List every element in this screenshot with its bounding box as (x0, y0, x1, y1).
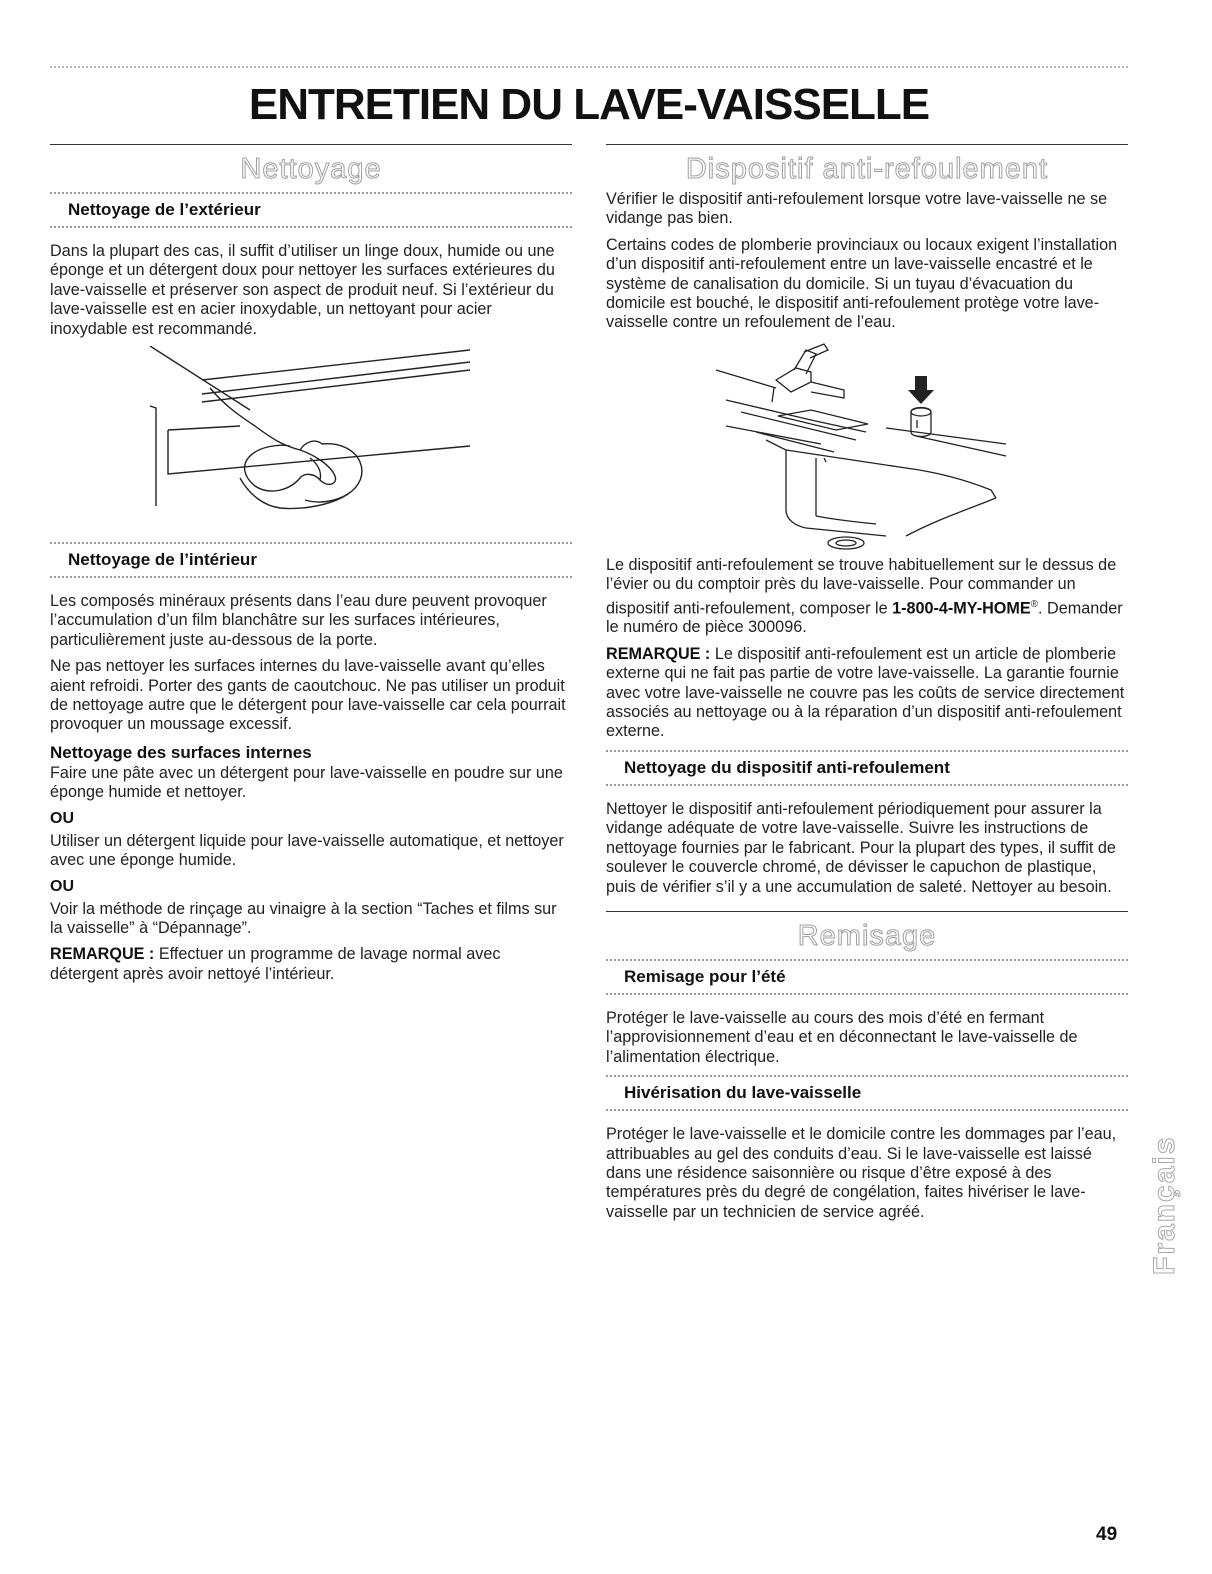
dotted-rule (606, 993, 1128, 995)
note-label: REMARQUE : (50, 945, 155, 964)
winterizing-paragraph: Protéger le lave-vaisselle et le domicile contre les dommages par l’eau, attribuables au gel des conduits d’eau. Si le lave-vaisselle est laissé dans une résidence saisonnière ou risque d’être exposé à des températures près du degré de congélation, faites hivériser le lave-vaisselle par un technicien de service agréé. (606, 1125, 1117, 1221)
dotted-rule (50, 192, 572, 194)
dotted-rule (606, 1075, 1128, 1077)
or-label: OU (50, 809, 74, 827)
anti-refoulement-paragraph-3 (606, 556, 1128, 638)
section-rule (50, 144, 572, 145)
internal-surfaces-heading: Nettoyage des surfaces internes (50, 742, 312, 762)
section-rule (606, 144, 1128, 145)
page-number: 49 (1096, 1524, 1118, 1545)
phone-number: 1-800-4-MY-HOME (892, 599, 1031, 618)
note-text: Effectuer un programme de lavage normal avec détergent après avoir nettoyé l’intérieur. (50, 945, 501, 983)
exterior-paragraph: Dans la plupart des cas, il suffit d’utiliser un linge doux, humide ou une éponge et un détergent doux pour nettoyer les surfaces extérieures du lave-vaisselle et préserver son aspect de produit neuf. Si l’extérieur du lave-vaisselle est en acier inoxydable, un nettoyant pour acier inoxydable est recommandé. (50, 242, 555, 338)
dotted-rule (606, 959, 1128, 961)
dotted-rule (50, 542, 572, 544)
summer-storage-paragraph: Protéger le lave-vaisselle au cours des mois d’été en fermant l’approvisionnement d’eau et en déconnectant le lave-vaisselle de l’alimentation électrique. (606, 1008, 1078, 1066)
dotted-rule (50, 576, 572, 578)
part-number-text: . Demander le numéro de pièce 300096. (606, 599, 1123, 637)
anti-refoulement-note (606, 645, 1128, 742)
dotted-rule (606, 750, 1128, 752)
summer-storage-heading: Remisage pour l’été (624, 966, 786, 986)
air-gap-cleaning-paragraph: Nettoyer le dispositif anti-refoulement périodiquement pour assurer la vidange adéquate de votre lave-vaisselle. Suivre les instructions de nettoyage fournies par le fabricant. Pour la plupart des types, il suffit de soulever le couvercle chromé, de dévisser le capuchon de plastique, puis de vérifier s’il y a une accumulation de saleté. Nettoyer au besoin. (606, 799, 1116, 896)
internal-paragraph-2: Utiliser un détergent liquide pour lave-vaisselle automatique, et nettoyer avec une éponge humide. (50, 831, 564, 870)
location-text: Le dispositif anti-refoulement se trouve habituellement sur le dessus de l’évier ou du comptoir près du lave-vaisselle. Pour commander un dispositif anti-refoulement, composer le (606, 555, 1117, 618)
registered-mark: ® (1030, 598, 1039, 610)
section-rule (606, 911, 1128, 912)
sink-air-gap-illustration (606, 340, 1128, 550)
interior-paragraph-1: Les composés minéraux présents dans l’eau dure peuvent provoquer l’accumulation d’un film blanchâtre sur les surfaces intérieures, particulièrement juste au-dessous de la porte. (50, 592, 547, 649)
section-heading-nettoyage: Nettoyage (240, 153, 382, 185)
winterizing-heading: Hivérisation du lave-vaisselle (624, 1083, 862, 1103)
dotted-rule (50, 226, 572, 228)
interior-heading: Nettoyage de l’intérieur (68, 550, 257, 570)
section-heading-anti-refoulement: Dispositif anti-refoulement (685, 153, 1049, 185)
anti-refoulement-paragraph-2: Certains codes de plomberie provinciaux ou locaux exigent l’installation d’un dispositif anti-refoulement entre un lave-vaisselle encastré et le système de canalisation du domicile. Si un tuyau d’évacuation du domicile est bouché, le dispositif anti-refoulement protège votre lave-vaisselle contre un refoulement de l’eau. (606, 235, 1118, 332)
air-gap-cleaning-heading: Nettoyage du dispositif anti-refoulement (624, 757, 950, 777)
exterior-heading: Nettoyage de l’extérieur (68, 200, 261, 219)
top-dotted-rule (50, 66, 1128, 68)
or-label: OU (50, 877, 74, 895)
wiping-exterior-illustration (50, 346, 572, 532)
right-column (606, 144, 1128, 1229)
dotted-rule (606, 1109, 1128, 1111)
arrow-down-icon (908, 376, 934, 404)
internal-paragraph-1: Faire une pâte avec un détergent pour lave-vaisselle en poudre sur une éponge humide et nettoyer. (50, 763, 563, 802)
language-side-tab: Français (1148, 1135, 1181, 1275)
note-text: Le dispositif anti-refoulement est un article de plomberie externe qui ne fait pas partie de votre lave-vaisselle. La garantie fournie avec votre lave-vaisselle ne couvre pas les coûts de service directement associés au nettoyage ou à la réparation d’un dispositif anti-refoulement externe. (606, 644, 1125, 741)
interior-note (50, 945, 572, 984)
section-heading-remisage: Remisage (797, 919, 937, 952)
left-column (50, 144, 572, 991)
page-title: ENTRETIEN DU LAVE-VAISSELLE (248, 80, 930, 129)
internal-paragraph-3: Voir la méthode de rinçage au vinaigre à la section “Taches et films sur la vaisselle” à “Dépannage”. (50, 899, 557, 937)
anti-refoulement-paragraph-1: Vérifier le dispositif anti-refoulement lorsque votre lave-vaisselle ne se vidange pas bien. (606, 190, 1108, 228)
interior-paragraph-2: Ne pas nettoyer les surfaces internes du lave-vaisselle avant qu’elles aient refroidi. Porter des gants de caoutchouc. Ne pas utiliser un produit de nettoyage autre que le détergent pour lave-vaisselle car cela pourrait provoquer un moussage excessif. (50, 657, 566, 734)
note-label: REMARQUE : (606, 644, 711, 663)
dotted-rule (606, 784, 1128, 786)
